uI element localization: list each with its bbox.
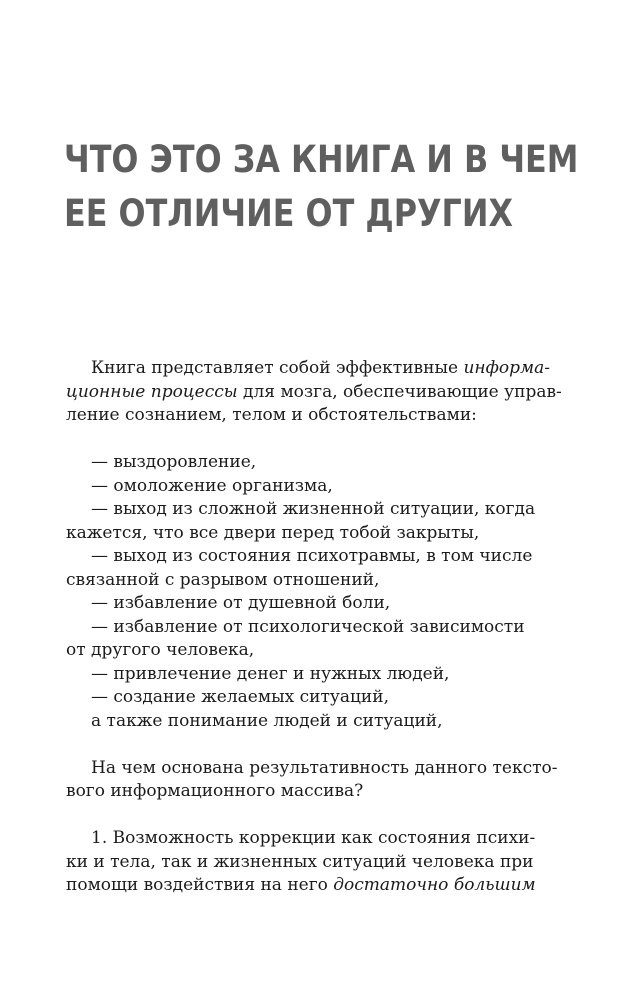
text-line: Книга представляет собой эффективные информа- (91, 358, 550, 378)
list-item: — выход из состояния психотравмы, в том числе (91, 546, 533, 566)
list-item: — избавление от психологической зависимости (91, 616, 525, 637)
text-line: вого информационного массива? (66, 781, 364, 801)
list-item: — избавление от душевной боли, (91, 593, 391, 613)
paragraph-gap (66, 428, 504, 452)
italic-term: ционные процессы (66, 381, 238, 402)
paragraph-gap (66, 733, 504, 757)
list-item-continuation: от другого человека, (66, 640, 255, 660)
body-text (66, 357, 562, 898)
chapter-title-line: ЧТО ЭТО ЗА КНИГА И В ЧЕМ (64, 138, 579, 181)
text-line: ки и тела, так и жизненных ситуаций человека при (66, 851, 534, 872)
text-line: 1. Возможность коррекции как состояния психи- (91, 828, 536, 848)
list-item: — омоложение организма, (91, 475, 333, 496)
list-item: — создание желаемых ситуаций, (91, 687, 389, 707)
list-item: — привлечение денег и нужных людей, (91, 663, 450, 684)
text-line: ционные процессы для мозга, обеспечивающие управ- (66, 381, 562, 402)
list-item: а также понимание людей и ситуаций, (91, 710, 443, 731)
paragraph-gap (66, 804, 504, 828)
list-item: — выход из сложной жизненной ситуации, когда (91, 499, 536, 519)
italic-term: информа- (463, 358, 550, 378)
italic-term: достаточно большим (333, 875, 536, 895)
text-line: На чем основана результативность данного тексто- (91, 757, 558, 778)
list-item-continuation: кажется, что все двери перед тобой закрыты, (66, 522, 480, 543)
chapter-title (64, 133, 579, 241)
list-item-continuation: связанной с разрывом отношений, (66, 569, 380, 590)
text-line: помощи воздействия на него достаточно большим (66, 875, 536, 895)
text-line: ление сознанием, телом и обстоятельствами: (66, 405, 477, 425)
list-item: — выздоровление, (91, 452, 257, 472)
chapter-title-line: ЕЕ ОТЛИЧИЕ ОТ ДРУГИХ (64, 192, 514, 235)
